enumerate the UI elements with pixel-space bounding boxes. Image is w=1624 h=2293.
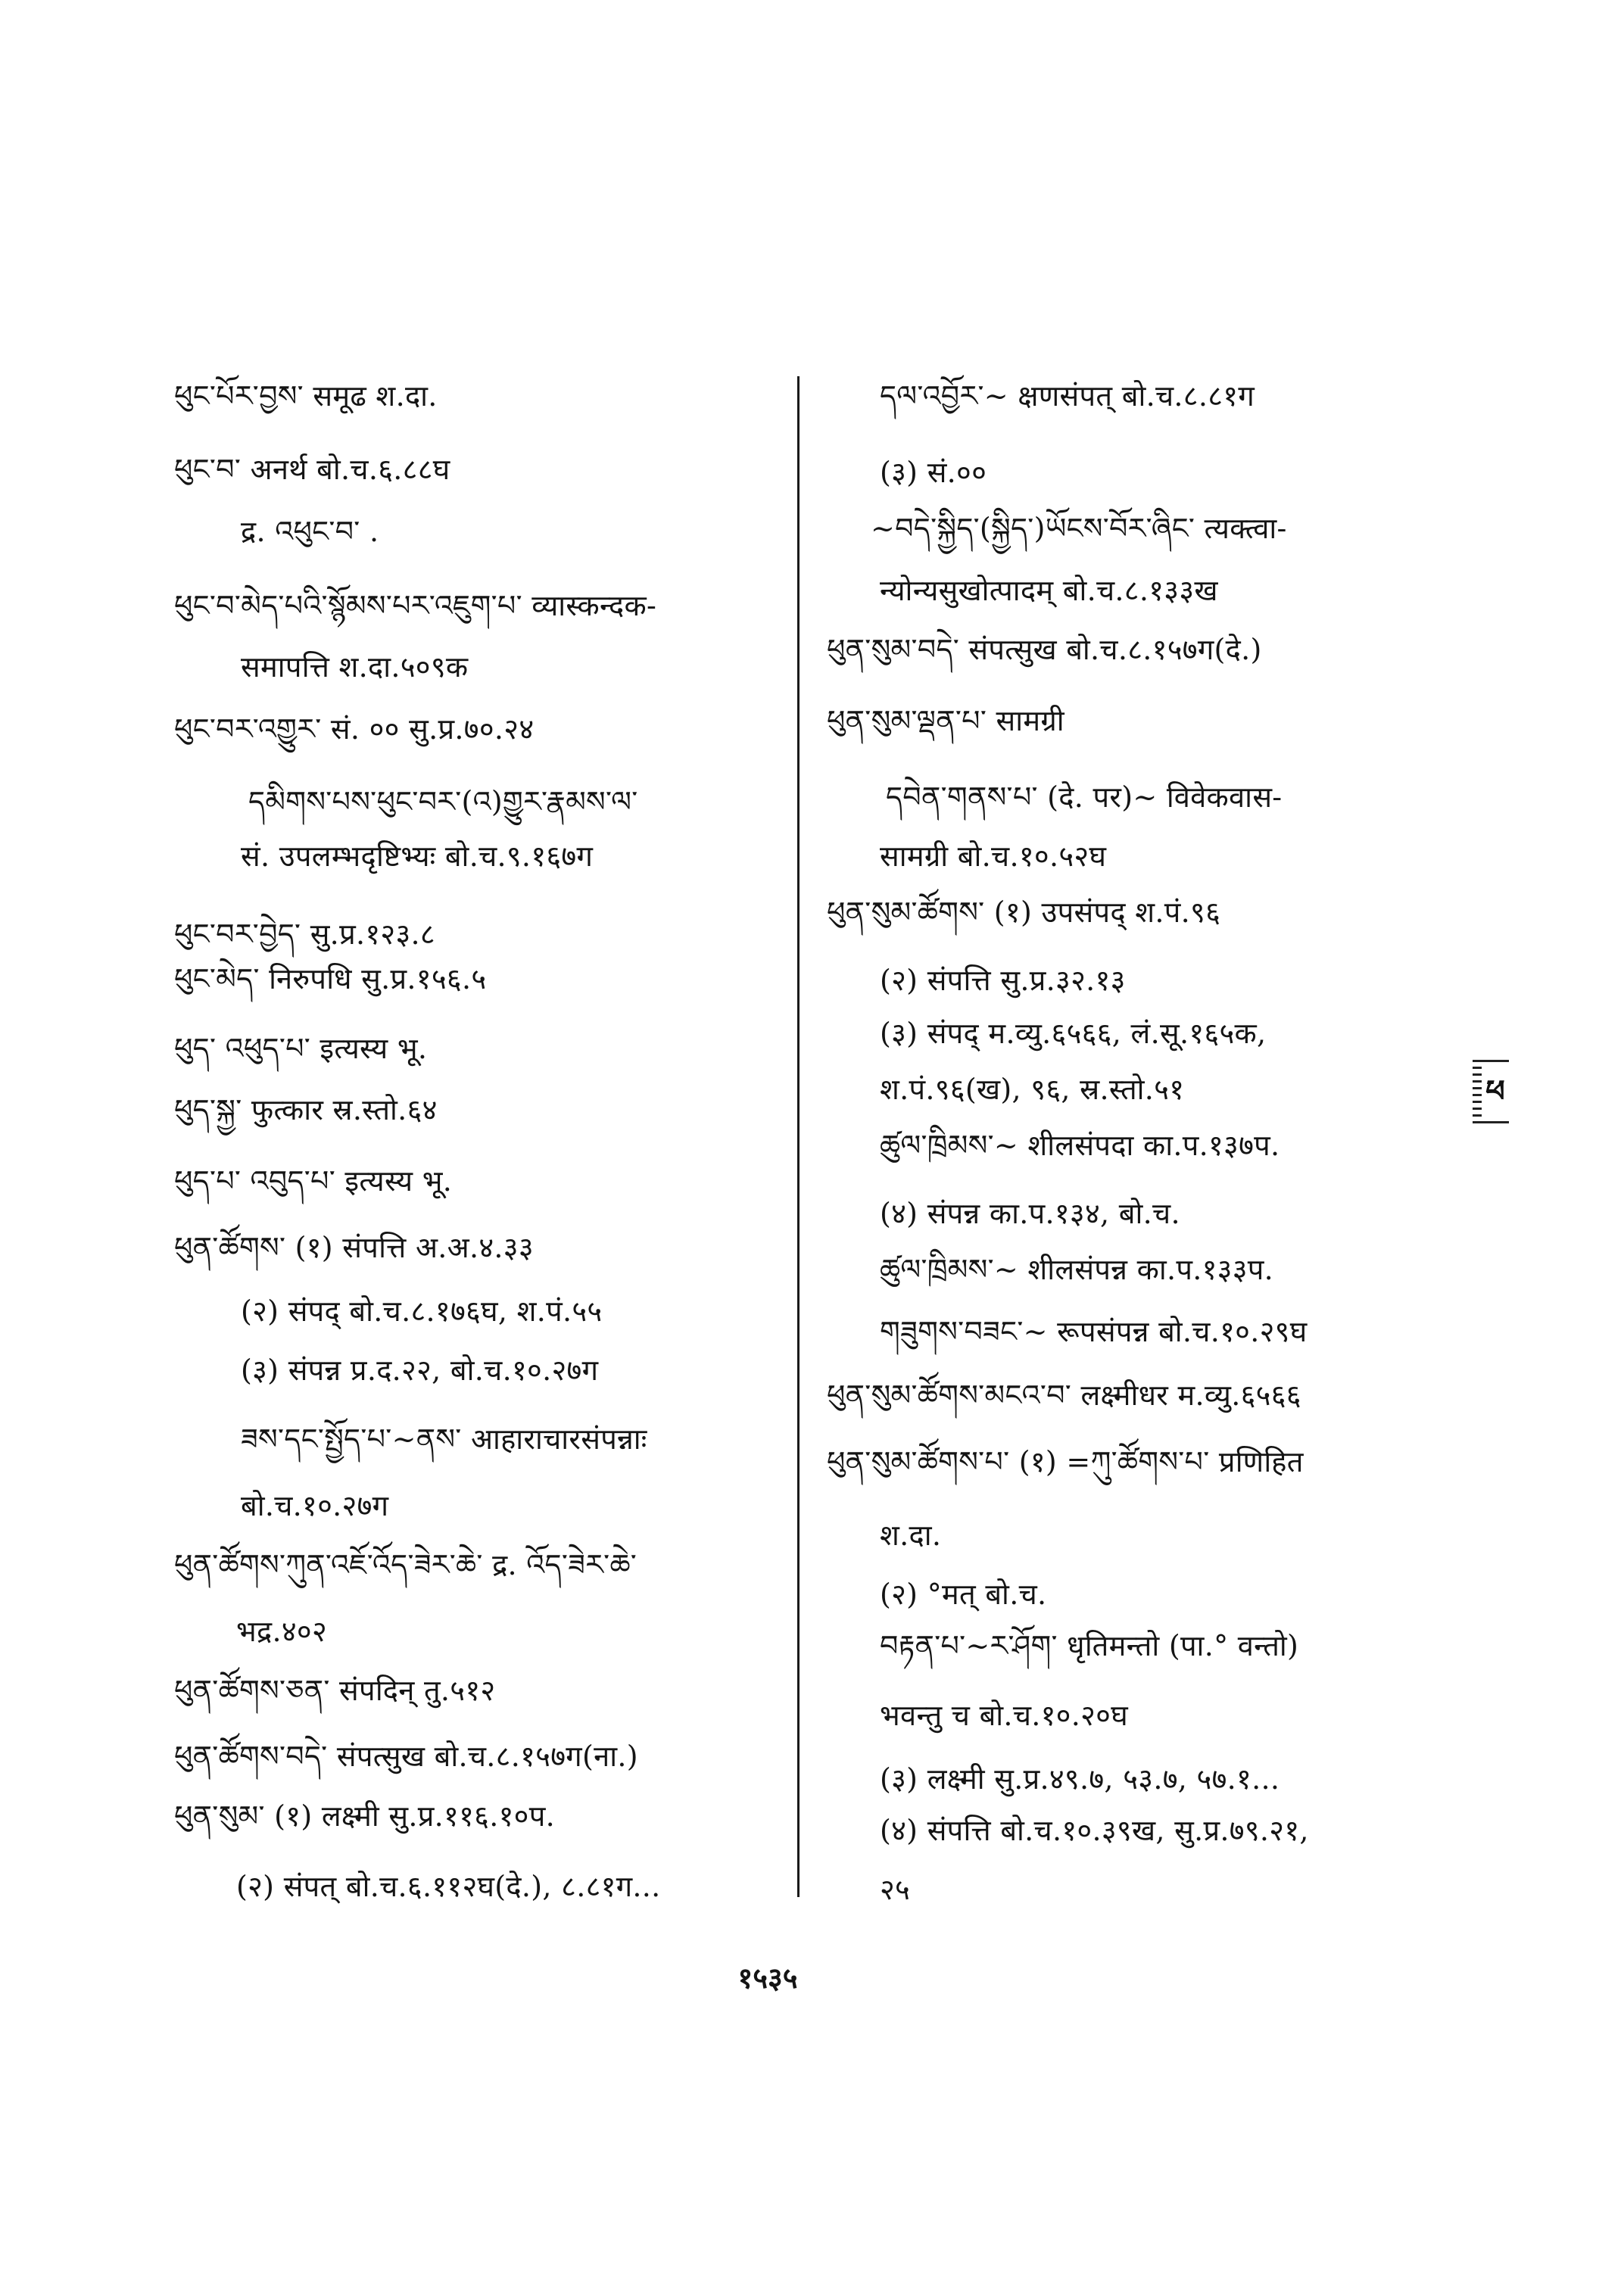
- headword-line: ཕུང་བ་མེད་པའི་སྙོམས་པར་འཇུག་པ་ व्यास्कन्दक-: [174, 589, 657, 622]
- continuation-line: ~བདེ་སྐྱིད་(སྐྱིད་)ཡོངས་བོར་ཞིང་ त्यक्त्वा-: [871, 512, 1287, 545]
- headword-line: ཕུན་ཚོགས་ (१) संपत्ति अ.अ.४.३३: [174, 1231, 534, 1264]
- headword-line: ཕུན་སུམ་ (१) लक्ष्मी सु.प्र.११६.१०प.: [174, 1799, 555, 1833]
- continuation-line: (२) संपत्ति सु.प्र.३२.१३: [880, 964, 1126, 997]
- headword-line: ཕུང་བར་འགྱུར་ सं. ०० सु.प्र.७०.२४: [174, 712, 535, 746]
- headword-line: ཕུད་པ་ འབུད་པ་ इत्यस्य भू.: [174, 1164, 453, 1198]
- headword-line: ཕུན་ཚོགས་ཅན་ संपदिन् तु.५१२: [174, 1674, 496, 1707]
- continuation-line: (३) सं.००: [880, 456, 987, 489]
- continuation-line: (४) संपत्ति बो.च.१०.३९ख, सु.प्र.७९.२१,: [880, 1814, 1309, 1847]
- headword-line: ཕུད་སྐྱ་ फुत्कार स्र.स्तो.६४: [174, 1093, 438, 1126]
- headword-line: ཕུན་ཚོགས་བདེ་ संपत्सुख बो.च.८.१५७ग(ना.): [174, 1740, 638, 1773]
- section-thumb-tab: [1473, 1060, 1509, 1123]
- continuation-line: भद्र.४०२: [236, 1615, 328, 1648]
- continuation-line: सं. उपलम्भदृष्टिभ्यः बो.च.९.१६७ग: [241, 840, 594, 873]
- left-column: [0, 0, 791, 2293]
- continuation-line: द्र. འཕུང་བ་ .: [241, 515, 379, 548]
- continuation-line: (३) संपद् म.व्यु.६५६६, लं.सू.१६५क,: [880, 1017, 1267, 1050]
- continuation-line: (३) संपन्न प्र.द.२२, बो.च.१०.२७ग: [241, 1354, 599, 1387]
- continuation-line: དམིགས་པས་ཕུང་བར་(འ)གྱུར་རྣམས་ལ་: [248, 785, 638, 818]
- continuation-line: भवन्तु च बो.च.१०.२०घ: [880, 1699, 1129, 1732]
- continuation-line: समापत्ति श.दा.५०९क: [241, 650, 469, 684]
- headword-line: ཕུན་སུམ་ཚོགས་པ་ (१) =ཀུ་ཚོགས་པ་ प्रणिहित: [827, 1445, 1304, 1478]
- column-divider: [797, 376, 800, 1897]
- headword-line: ཕུང་བ་ अनर्थ बो.च.६.८८घ: [174, 453, 450, 486]
- continuation-line: (२) °मत् बो.च.: [880, 1578, 1047, 1611]
- continuation-line: ཚུལ་ཁྲིམས་~ शीलसंपन्न का.प.१३३प.: [880, 1253, 1274, 1286]
- continuation-line: ཚུལ་ཁྲིམས་~ शीलसंपदा का.प.१३७प.: [880, 1129, 1280, 1162]
- headword-line: ཕུང་པོར་བྱས་ समूढ श.दा.: [174, 379, 438, 413]
- page-number: १५३५: [737, 1961, 798, 1995]
- continuation-line: श.दा.: [880, 1519, 942, 1552]
- continuation-line: सामग्री बो.च.१०.५२घ: [880, 840, 1107, 873]
- continuation-line: २५: [880, 1873, 911, 1906]
- continuation-line: དབེན་གནས་པ་ (दे. पर)~ विवेकवास-: [886, 780, 1283, 814]
- headword-line: ཕུན་སུམ་ལྡན་པ་ सामग्री: [827, 704, 1064, 737]
- continuation-line: (३) लक्ष्मी सु.प्र.४९.७, ५३.७, ५७.१...: [880, 1762, 1280, 1796]
- continuation-line: དལ་འབྱོར་~ क्षणसंपत् बो.च.८.८१ग: [880, 379, 1255, 413]
- headword-line: ཕུད་ འཕུད་པ་ इत्यस्य भू.: [174, 1032, 428, 1065]
- continuation-line: གཟུགས་བཟང་~ रूपसंपन्न बो.च.१०.२९घ: [880, 1315, 1308, 1348]
- continuation-line: बो.च.१०.२७ग: [241, 1489, 389, 1522]
- headword-line: ཕུང་བར་བྱེད་ सु.प्र.१२३.८: [174, 918, 435, 951]
- headword-line: ཕུན་སུམ་ཚོགས་མངའ་བ་ लक्ष्मीधर म.व्यु.६५६६: [827, 1379, 1301, 1412]
- section-tab-letter: ཕ: [1482, 1066, 1509, 1117]
- continuation-line: (२) संपत् बो.च.६.११२घ(दे.), ८.८१ग...: [236, 1870, 661, 1903]
- headword-line: ཕུང་མེད་ निरुपधि सु.प्र.१५६.५: [174, 962, 487, 995]
- continuation-line: न्योन्यसुखोत्पादम् बो.च.८.१३३ख: [880, 574, 1218, 607]
- continuation-line: (२) संपद् बो.च.८.१७६घ, श.पं.५५: [241, 1294, 603, 1328]
- continuation-line: ཟས་དང་སྤྱོད་པ་~ནས་ आहाराचारसंपन्नाः: [241, 1422, 647, 1456]
- headword-line: ཕུན་སུམ་བདེ་ संपत्सुख बो.च.८.१५७ग(दे.): [827, 633, 1262, 666]
- continuation-line: श.पं.९६(ख), ९६, स्र.स्तो.५१: [880, 1073, 1185, 1106]
- headword-line: ཕུན་སུམ་ཚོགས་ (१) उपसंपद् श.पं.९६: [827, 896, 1221, 929]
- continuation-line: བརྟན་པ་~ར་ཤོག་ धृतिमन्तो (पा.° वन्तो): [880, 1629, 1299, 1662]
- headword-line: ཕུན་ཚོགས་ཀུན་འཇོ་འོད་ཟེར་ཆེ་ द्र. འོད་ཟེར་ཆེ་: [174, 1548, 637, 1581]
- right-column: [803, 0, 1465, 2293]
- continuation-line: (४) संपन्न का.प.१३४, बो.च.: [880, 1197, 1180, 1230]
